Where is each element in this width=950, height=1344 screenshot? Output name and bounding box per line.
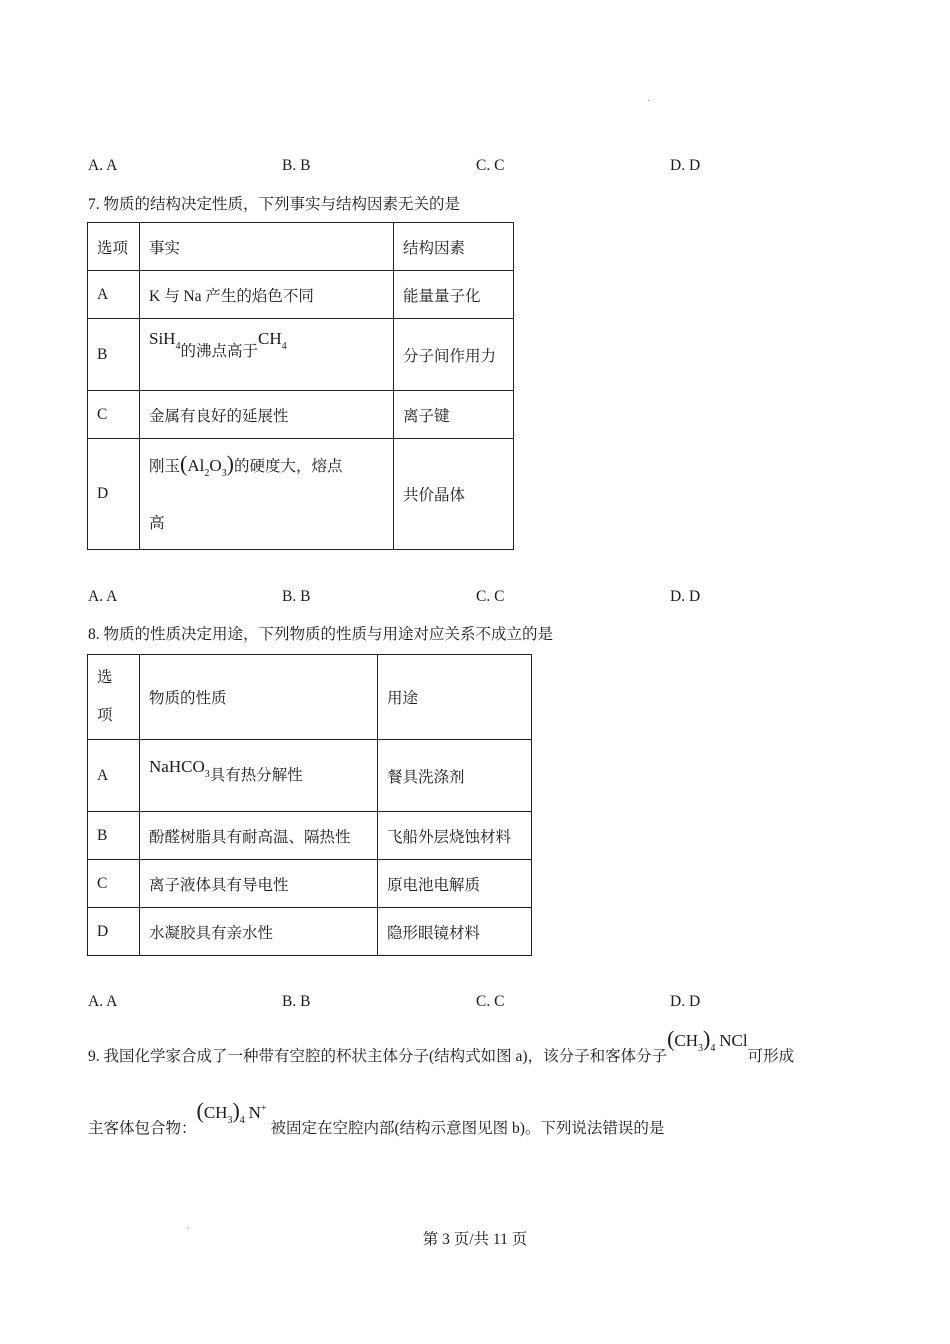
q8-row-a-option: A — [88, 740, 140, 812]
q7-row-b-fact — [140, 319, 394, 391]
header-char: 选 — [97, 669, 113, 686]
formula-ch4: CH — [257, 329, 282, 348]
q7-table — [87, 222, 514, 550]
paren-open: ( — [196, 1098, 204, 1123]
q8-row-d-use: 隐形眼镜材料 — [378, 908, 532, 956]
table-row — [88, 908, 532, 956]
q7-row-c-factor: 离子键 — [394, 391, 514, 439]
formula-al: Al — [187, 456, 205, 475]
fact-text: 刚玉 — [149, 458, 181, 475]
subscript: 4 — [710, 1043, 716, 1054]
speck — [648, 100, 649, 101]
property-text: 具有热分解性 — [209, 767, 303, 784]
paren-close: ) — [226, 451, 234, 476]
q7-row-a-factor: 能量量子化 — [394, 271, 514, 319]
table-row — [88, 319, 514, 391]
q8-table — [87, 654, 532, 956]
q6-option-d: D. D — [670, 157, 701, 174]
paren-open: ( — [667, 1026, 675, 1051]
formula-o: O — [209, 456, 222, 475]
subscript: 3 — [221, 468, 227, 479]
q8-row-d-option: D — [88, 908, 140, 956]
q7-header-factor: 结构因素 — [394, 223, 514, 271]
subscript: 2 — [204, 468, 210, 479]
q8-option-a: A. A — [88, 993, 118, 1010]
table-row — [88, 812, 532, 860]
q9-stem-line1 — [88, 1026, 795, 1065]
fact-text-line2: 高 — [149, 515, 165, 532]
formula-nahco3: NaHCO — [149, 757, 205, 776]
q9-text: 9. 我国化学家合成了一种带有空腔的杯状主体分子(结构式如图 a)，该分子和客体分子 — [88, 1048, 668, 1065]
table-row — [88, 439, 514, 550]
q7-row-a-fact: K 与 Na 产生的焰色不同 — [140, 271, 394, 319]
page-footer: 第 3 页/共 11 页 — [422, 1231, 528, 1248]
table-row — [88, 860, 532, 908]
formula-ncl: NCl — [719, 1031, 748, 1050]
table-row — [88, 740, 532, 812]
q7-row-d-option: D — [88, 439, 140, 550]
superscript: + — [260, 1103, 267, 1114]
q8-header-use: 用途 — [378, 655, 532, 740]
fact-text: 的硬度大，熔点 — [233, 458, 343, 475]
paren-close: ) — [232, 1098, 240, 1123]
q8-row-c-use: 原电池电解质 — [378, 860, 532, 908]
formula-sih4: SiH — [149, 329, 176, 348]
q8-row-a-property — [140, 740, 378, 812]
subscript: 3 — [227, 1115, 233, 1126]
q8-option-c: C. C — [476, 993, 505, 1010]
q7-option-d: D. D — [670, 588, 701, 605]
table-row — [88, 655, 532, 740]
q8-row-b-option: B — [88, 812, 140, 860]
q7-row-d-factor: 共价晶体 — [394, 439, 514, 550]
q7-option-b: B. B — [282, 588, 311, 605]
table-row — [88, 391, 514, 439]
q7-header-option: 选项 — [88, 223, 140, 271]
subscript: 3 — [698, 1043, 704, 1054]
table-row — [88, 223, 514, 271]
subscript: 3 — [204, 769, 210, 780]
q8-row-c-option: C — [88, 860, 140, 908]
q7-header-fact: 事实 — [140, 223, 394, 271]
formula-n: N — [248, 1103, 261, 1122]
q8-row-c-property: 离子液体具有导电性 — [140, 860, 378, 908]
q7-option-c: C. C — [476, 588, 505, 605]
q8-stem: 8. 物质的性质决定用途，下列物质的性质与用途对应关系不成立的是 — [88, 626, 554, 643]
table-row — [88, 271, 514, 319]
q9-text: 被固定在空腔内部(结构示意图见图 b)。下列说法错误的是 — [270, 1120, 665, 1137]
q9-text: 主客体包合物： — [88, 1120, 197, 1137]
q9-text: 可形成 — [747, 1048, 795, 1065]
paren-close: ) — [703, 1026, 711, 1051]
q7-row-b-option: B — [88, 319, 140, 391]
q7-row-c-fact: 金属有良好的延展性 — [140, 391, 394, 439]
q7-option-a: A. A — [88, 588, 118, 605]
q6-option-c: C. C — [476, 157, 505, 174]
header-char: 项 — [97, 707, 113, 724]
q7-row-b-factor: 分子间作用力 — [394, 319, 514, 391]
q7-stem: 7. 物质的结构决定性质，下列事实与结构因素无关的是 — [88, 196, 461, 213]
q8-option-d: D. D — [670, 993, 701, 1010]
formula-ch3: CH — [203, 1103, 228, 1122]
subscript: 4 — [239, 1115, 245, 1126]
q6-option-a: A. A — [88, 157, 118, 174]
q8-row-b-use: 飞船外层烧蚀材料 — [378, 812, 532, 860]
q8-header-option — [88, 655, 140, 740]
formula-ch3: CH — [674, 1031, 699, 1050]
subscript: 4 — [281, 341, 287, 352]
q8-row-d-property: 水凝胶具有亲水性 — [140, 908, 378, 956]
q6-option-b: B. B — [282, 157, 311, 174]
q8-row-b-property: 酚醛树脂具有耐高温、隔热性 — [140, 812, 378, 860]
q9-stem-line2 — [88, 1098, 665, 1137]
q8-option-b: B. B — [282, 993, 311, 1010]
paren-open: ( — [180, 451, 188, 476]
subscript: 4 — [175, 341, 181, 352]
q8-header-property: 物质的性质 — [140, 655, 378, 740]
q8-row-a-use: 餐具洗涤剂 — [378, 740, 532, 812]
q7-row-d-fact — [140, 439, 394, 550]
q7-row-a-option: A — [88, 271, 140, 319]
q7-row-c-option: C — [88, 391, 140, 439]
fact-text: 的沸点高于 — [180, 343, 258, 360]
